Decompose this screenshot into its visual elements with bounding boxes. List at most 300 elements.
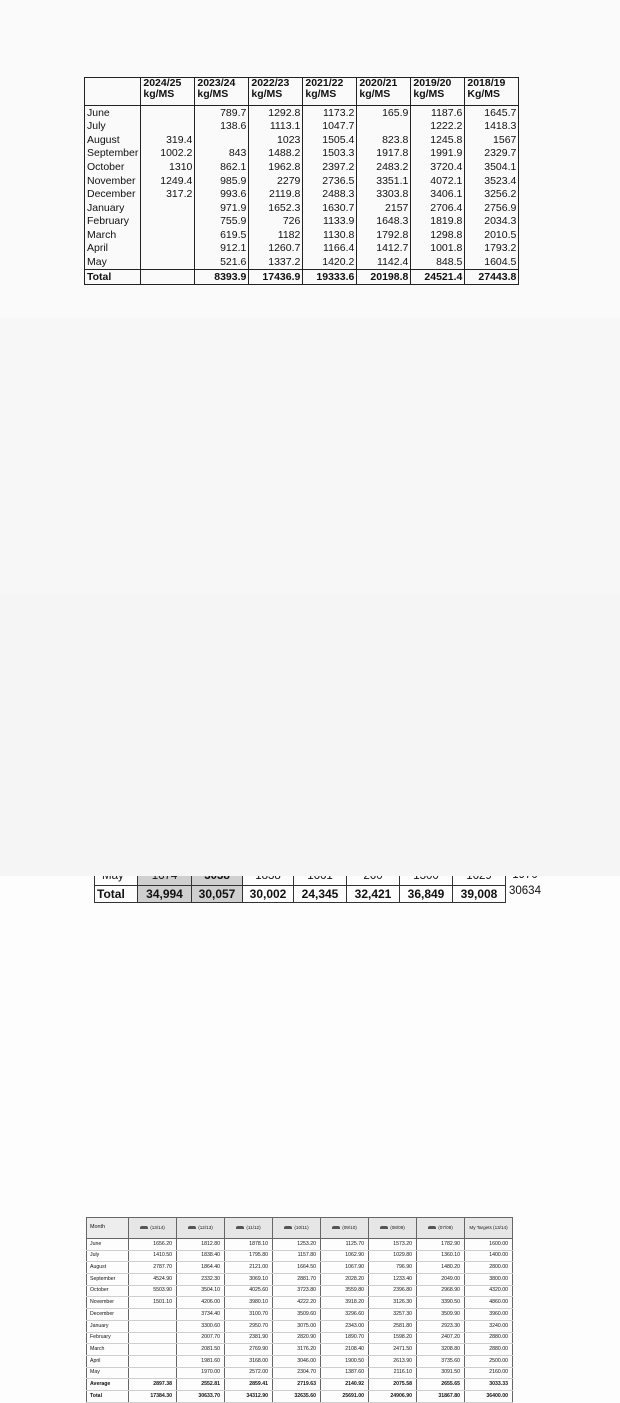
car-icon xyxy=(188,1226,196,1229)
value-cell: 1067.90 xyxy=(321,1262,369,1274)
header-text: (11/12) xyxy=(246,1224,261,1230)
value-cell: 3735.60 xyxy=(417,1355,465,1367)
value-cell xyxy=(129,1344,177,1356)
table-row xyxy=(85,147,519,161)
value-cell: 165.9 xyxy=(357,106,411,120)
table-row xyxy=(85,256,519,270)
value-cell: 2736.5 xyxy=(303,174,357,188)
average-value: 3033.33 xyxy=(465,1379,513,1391)
value-cell: 2007.70 xyxy=(177,1332,225,1344)
value-cell: 2304.70 xyxy=(273,1367,321,1379)
table-header-row xyxy=(85,78,519,106)
total-value: 34312.90 xyxy=(225,1390,273,1402)
table-row xyxy=(87,1239,513,1251)
value-cell: 1245.8 xyxy=(411,133,465,147)
total-value: 8393.9 xyxy=(195,270,249,285)
value-cell: 1133.9 xyxy=(303,215,357,229)
value-cell: 823.8 xyxy=(357,133,411,147)
value-cell: 2488.3 xyxy=(303,188,357,202)
value-cell: 2081.50 xyxy=(177,1344,225,1356)
value-cell: 985.9 xyxy=(195,174,249,188)
month-cell: August xyxy=(85,133,141,147)
value-cell: 2049.00 xyxy=(417,1274,465,1286)
value-cell: 3734.40 xyxy=(177,1309,225,1321)
value-cell: 1890.70 xyxy=(321,1332,369,1344)
month-cell: August xyxy=(87,1262,129,1274)
value-cell: 1812.80 xyxy=(177,1239,225,1251)
average-label: Average xyxy=(87,1379,129,1391)
value-cell: 2343.00 xyxy=(321,1320,369,1332)
value-cell: 1233.40 xyxy=(369,1274,417,1286)
value-cell: 2332.30 xyxy=(177,1274,225,1286)
value-cell: 1173.2 xyxy=(303,106,357,120)
header-text: (09/10) xyxy=(342,1224,357,1230)
value-cell: 848.5 xyxy=(411,256,465,270)
header-blank xyxy=(85,78,141,106)
value-cell: 3504.1 xyxy=(465,160,519,174)
column-header xyxy=(411,78,465,106)
value-cell: 2381.90 xyxy=(225,1332,273,1344)
value-cell: 1182 xyxy=(249,228,303,242)
column-header xyxy=(357,78,411,106)
value-cell: 726 xyxy=(249,215,303,229)
average-value: 2140.92 xyxy=(321,1379,369,1391)
column-header xyxy=(273,1218,321,1239)
value-cell: 2820.90 xyxy=(273,1332,321,1344)
total-value: 19333.6 xyxy=(303,270,357,285)
month-cell: December xyxy=(85,188,141,202)
header-line: kg/MS xyxy=(413,87,445,100)
value-cell xyxy=(357,120,411,134)
total-value: 24521.4 xyxy=(411,270,465,285)
car-icon xyxy=(140,1226,148,1229)
header-line: 2023/24 xyxy=(197,77,236,89)
value-cell: 1062.90 xyxy=(321,1250,369,1262)
column-header xyxy=(321,1218,369,1239)
total-value: 27443.8 xyxy=(465,270,519,285)
value-cell: 1573.20 xyxy=(369,1239,417,1251)
table-row xyxy=(87,1250,513,1262)
value-cell: 1793.2 xyxy=(465,242,519,256)
value-cell: 2800.00 xyxy=(465,1262,513,1274)
value-cell xyxy=(141,242,195,256)
value-cell: 3176.20 xyxy=(273,1344,321,1356)
value-cell: 1630.7 xyxy=(303,201,357,215)
value-cell: 755.9 xyxy=(195,215,249,229)
value-cell: 1387.60 xyxy=(321,1367,369,1379)
value-cell: 1142.4 xyxy=(357,256,411,270)
value-cell: 971.9 xyxy=(195,201,249,215)
table-row xyxy=(87,1355,513,1367)
month-cell: September xyxy=(87,1274,129,1286)
value-cell: 4072.1 xyxy=(411,174,465,188)
value-cell: 619.5 xyxy=(195,228,249,242)
value-cell: 1298.8 xyxy=(411,228,465,242)
table-row xyxy=(87,1332,513,1344)
value-cell: 2028.20 xyxy=(321,1274,369,1286)
value-cell: 1505.4 xyxy=(303,133,357,147)
value-cell: 1001.8 xyxy=(411,242,465,256)
sheet-top xyxy=(0,0,620,319)
value-cell: 789.7 xyxy=(195,106,249,120)
total-value: 32,421 xyxy=(347,885,400,902)
value-cell: 2880.00 xyxy=(465,1344,513,1356)
value-cell: 2160.00 xyxy=(465,1367,513,1379)
total-row xyxy=(85,270,519,285)
value-cell: 1360.10 xyxy=(417,1250,465,1262)
average-value: 2897.38 xyxy=(129,1379,177,1391)
value-cell: 1792.8 xyxy=(357,228,411,242)
value-cell: 2581.80 xyxy=(369,1320,417,1332)
value-cell: 1645.7 xyxy=(465,106,519,120)
column-header xyxy=(87,1218,129,1239)
total-row xyxy=(95,885,506,902)
production-table-recent xyxy=(84,77,519,285)
value-cell xyxy=(129,1332,177,1344)
value-cell: 1652.3 xyxy=(249,201,303,215)
value-cell: 1917.8 xyxy=(357,147,411,161)
table-row xyxy=(85,106,519,120)
column-header xyxy=(177,1218,225,1239)
month-cell: January xyxy=(85,201,141,215)
value-cell: 1310 xyxy=(141,160,195,174)
total-value: 32635.60 xyxy=(273,1390,321,1402)
value-cell xyxy=(195,133,249,147)
value-cell: 2769.90 xyxy=(225,1344,273,1356)
value-cell xyxy=(141,120,195,134)
value-cell: 2119.8 xyxy=(249,188,303,202)
value-cell xyxy=(141,228,195,242)
value-cell: 3351.1 xyxy=(357,174,411,188)
historical-production-table xyxy=(86,1217,513,1403)
total-value: 24,345 xyxy=(294,885,347,902)
table-row xyxy=(85,215,519,229)
value-cell: 521.6 xyxy=(195,256,249,270)
value-cell: 1567 xyxy=(465,133,519,147)
value-cell: 2500.00 xyxy=(465,1355,513,1367)
value-cell: 3069.10 xyxy=(225,1274,273,1286)
month-cell: April xyxy=(87,1355,129,1367)
value-cell: 3390.50 xyxy=(417,1297,465,1309)
value-cell: 1002.2 xyxy=(141,147,195,161)
value-cell: 3509.90 xyxy=(417,1309,465,1321)
table-row xyxy=(87,1274,513,1286)
sheet-middle xyxy=(0,318,620,901)
value-cell: 1795.80 xyxy=(225,1250,273,1262)
value-cell: 3256.2 xyxy=(465,188,519,202)
header-text: (07/08) xyxy=(438,1224,453,1230)
column-header xyxy=(129,1218,177,1239)
total-value: 36,849 xyxy=(400,885,453,902)
total-value: 31867.80 xyxy=(417,1390,465,1402)
column-header xyxy=(195,78,249,106)
value-cell: 1900.50 xyxy=(321,1355,369,1367)
value-cell: 862.1 xyxy=(195,160,249,174)
value-cell: 843 xyxy=(195,147,249,161)
header-line: 2024/25 xyxy=(143,77,182,89)
value-cell: 1838.40 xyxy=(177,1250,225,1262)
column-header xyxy=(369,1218,417,1239)
value-cell: 4222.20 xyxy=(273,1297,321,1309)
month-cell: July xyxy=(85,120,141,134)
value-cell: 1598.20 xyxy=(369,1332,417,1344)
total-value: 30,002 xyxy=(243,885,294,902)
value-cell: 3406.1 xyxy=(411,188,465,202)
value-cell: 3980.10 xyxy=(225,1297,273,1309)
value-cell: 1292.8 xyxy=(249,106,303,120)
value-cell: 3100.70 xyxy=(225,1309,273,1321)
value-cell: 2787.70 xyxy=(129,1262,177,1274)
total-value: 17436.9 xyxy=(249,270,303,285)
total-value: 34,994 xyxy=(138,885,192,902)
average-value: 2719.63 xyxy=(273,1379,321,1391)
value-cell: 2329.7 xyxy=(465,147,519,161)
month-cell: July xyxy=(87,1250,129,1262)
month-cell: December xyxy=(87,1309,129,1321)
table-header-row xyxy=(87,1218,513,1239)
header-line: kg/MS xyxy=(197,87,229,100)
table-row xyxy=(85,160,519,174)
value-cell: 317.2 xyxy=(141,188,195,202)
column-header xyxy=(225,1218,273,1239)
value-cell xyxy=(129,1367,177,1379)
value-cell: 2613.90 xyxy=(369,1355,417,1367)
value-cell: 1503.3 xyxy=(303,147,357,161)
value-cell: 1113.1 xyxy=(249,120,303,134)
value-cell: 2706.4 xyxy=(411,201,465,215)
value-cell xyxy=(129,1320,177,1332)
month-cell: November xyxy=(87,1297,129,1309)
value-cell: 3075.00 xyxy=(273,1320,321,1332)
car-icon xyxy=(380,1226,388,1229)
total-label: Total xyxy=(95,885,138,902)
value-cell: 3296.60 xyxy=(321,1309,369,1321)
value-cell: 3960.00 xyxy=(465,1309,513,1321)
value-cell: 2157 xyxy=(357,201,411,215)
value-cell: 1604.5 xyxy=(465,256,519,270)
value-cell: 2756.9 xyxy=(465,201,519,215)
header-text: (12/13) xyxy=(198,1224,213,1230)
column-header xyxy=(141,78,195,106)
value-cell: 1864.40 xyxy=(177,1262,225,1274)
table-row xyxy=(85,188,519,202)
header-line: 2019/20 xyxy=(413,77,452,89)
value-cell: 2572.00 xyxy=(225,1367,273,1379)
value-cell: 3723.80 xyxy=(273,1285,321,1297)
column-header xyxy=(465,78,519,106)
average-value: 2859.41 xyxy=(225,1379,273,1391)
month-cell: June xyxy=(85,106,141,120)
table-row xyxy=(87,1285,513,1297)
value-cell: 3240.00 xyxy=(465,1320,513,1332)
total-row xyxy=(87,1390,513,1402)
table-row xyxy=(85,120,519,134)
value-cell: 1648.3 xyxy=(357,215,411,229)
value-cell: 1981.60 xyxy=(177,1355,225,1367)
value-cell: 1029.80 xyxy=(369,1250,417,1262)
header-line: 2018/19 xyxy=(467,77,506,89)
average-value: 2552.81 xyxy=(177,1379,225,1391)
value-cell: 2108.40 xyxy=(321,1344,369,1356)
value-cell: 3918.20 xyxy=(321,1297,369,1309)
value-cell: 1782.90 xyxy=(417,1239,465,1251)
value-cell: 3523.4 xyxy=(465,174,519,188)
value-cell: 1047.7 xyxy=(303,120,357,134)
value-cell: 1400.00 xyxy=(465,1250,513,1262)
value-cell: 3504.10 xyxy=(177,1285,225,1297)
header-text: (08/09) xyxy=(390,1224,405,1230)
value-cell: 2471.50 xyxy=(369,1344,417,1356)
month-cell: June xyxy=(87,1239,129,1251)
header-line: 2020/21 xyxy=(359,77,398,89)
value-cell: 2968.90 xyxy=(417,1285,465,1297)
value-cell xyxy=(129,1309,177,1321)
total-value: 30,057 xyxy=(192,885,243,902)
car-icon xyxy=(284,1226,292,1229)
average-value: 2075.58 xyxy=(369,1379,417,1391)
value-cell: 2407.20 xyxy=(417,1332,465,1344)
value-cell: 3559.80 xyxy=(321,1285,369,1297)
value-cell: 4206.00 xyxy=(177,1297,225,1309)
car-icon xyxy=(236,1226,244,1229)
value-cell: 3046.00 xyxy=(273,1355,321,1367)
value-cell: 3509.60 xyxy=(273,1309,321,1321)
value-cell: 1878.10 xyxy=(225,1239,273,1251)
value-cell: 796.90 xyxy=(369,1262,417,1274)
value-cell: 2121.00 xyxy=(225,1262,273,1274)
total-value: 20198.8 xyxy=(357,270,411,285)
value-cell: 1991.9 xyxy=(411,147,465,161)
value-cell: 1420.2 xyxy=(303,256,357,270)
value-cell: 2034.3 xyxy=(465,215,519,229)
column-header xyxy=(249,78,303,106)
value-cell: 1157.80 xyxy=(273,1250,321,1262)
value-cell: 1970.00 xyxy=(177,1367,225,1379)
month-cell: November xyxy=(85,174,141,188)
value-cell: 1260.7 xyxy=(249,242,303,256)
value-cell: 1337.2 xyxy=(249,256,303,270)
total-value xyxy=(141,270,195,285)
value-cell: 1819.8 xyxy=(411,215,465,229)
value-cell: 3257.30 xyxy=(369,1309,417,1321)
total-value: 25691.00 xyxy=(321,1390,369,1402)
value-cell: 30634 xyxy=(509,884,541,897)
table-row xyxy=(85,228,519,242)
value-cell xyxy=(141,106,195,120)
value-cell: 1125.70 xyxy=(321,1239,369,1251)
value-cell: 3303.8 xyxy=(357,188,411,202)
value-cell: 4025.60 xyxy=(225,1285,273,1297)
value-cell: 1480.20 xyxy=(417,1262,465,1274)
value-cell: 1253.20 xyxy=(273,1239,321,1251)
header-line: kg/MS xyxy=(251,87,283,100)
total-value: 24906.90 xyxy=(369,1390,417,1402)
value-cell: 1023 xyxy=(249,133,303,147)
value-cell: 2881.70 xyxy=(273,1274,321,1286)
value-cell: 1962.8 xyxy=(249,160,303,174)
value-cell xyxy=(129,1355,177,1367)
month-cell: September xyxy=(85,147,141,161)
value-cell xyxy=(141,201,195,215)
month-cell: May xyxy=(85,256,141,270)
header-line: kg/MS xyxy=(305,87,337,100)
month-cell: April xyxy=(85,242,141,256)
total-value: 36400.00 xyxy=(465,1390,513,1402)
value-cell: 2880.00 xyxy=(465,1332,513,1344)
column-header xyxy=(303,78,357,106)
value-cell: 1249.4 xyxy=(141,174,195,188)
total-value: 39,008 xyxy=(453,885,506,902)
value-cell: 1664.50 xyxy=(273,1262,321,1274)
month-cell: March xyxy=(85,228,141,242)
value-cell: 912.1 xyxy=(195,242,249,256)
table-row xyxy=(87,1297,513,1309)
value-cell: 1418.3 xyxy=(465,120,519,134)
total-label: Total xyxy=(87,1390,129,1402)
value-cell: 1501.10 xyxy=(129,1297,177,1309)
header-text: My Targets (13/14) xyxy=(469,1224,508,1230)
value-cell: 319.4 xyxy=(141,133,195,147)
header-text: (10/11) xyxy=(294,1224,309,1230)
table-row xyxy=(87,1344,513,1356)
value-cell: 4320.00 xyxy=(465,1285,513,1297)
value-cell: 2116.10 xyxy=(369,1367,417,1379)
value-cell xyxy=(141,215,195,229)
total-label: Total xyxy=(85,270,141,285)
value-cell: 2396.80 xyxy=(369,1285,417,1297)
table-row xyxy=(85,201,519,215)
total-value: 17384.30 xyxy=(129,1390,177,1402)
value-cell: 138.6 xyxy=(195,120,249,134)
month-cell: March xyxy=(87,1344,129,1356)
header-text: Month xyxy=(90,1224,105,1231)
header-text: (13/14) xyxy=(150,1224,165,1230)
value-cell: 2397.2 xyxy=(303,160,357,174)
month-cell: February xyxy=(87,1332,129,1344)
value-cell: 2483.2 xyxy=(357,160,411,174)
value-cell xyxy=(141,256,195,270)
table-row xyxy=(87,1309,513,1321)
value-cell: 3126.30 xyxy=(369,1297,417,1309)
value-cell: 2923.30 xyxy=(417,1320,465,1332)
month-cell: February xyxy=(85,215,141,229)
table-row xyxy=(87,1367,513,1379)
header-line: kg/MS xyxy=(143,87,175,100)
table-row xyxy=(85,242,519,256)
month-cell: January xyxy=(87,1320,129,1332)
month-cell: October xyxy=(87,1285,129,1297)
value-cell: 1166.4 xyxy=(303,242,357,256)
value-cell: 993.6 xyxy=(195,188,249,202)
table-row xyxy=(87,1262,513,1274)
value-cell: 1600.00 xyxy=(465,1239,513,1251)
value-cell: 2950.70 xyxy=(225,1320,273,1332)
value-cell: 1412.7 xyxy=(357,242,411,256)
average-value: 2655.65 xyxy=(417,1379,465,1391)
column-header xyxy=(465,1218,513,1239)
average-row xyxy=(87,1379,513,1391)
month-cell: October xyxy=(85,160,141,174)
value-cell: 2010.5 xyxy=(465,228,519,242)
value-cell: 3091.50 xyxy=(417,1367,465,1379)
header-line: Kg/MS xyxy=(467,87,501,100)
car-icon xyxy=(428,1226,436,1229)
table-row xyxy=(85,133,519,147)
header-line: kg/MS xyxy=(359,87,391,100)
value-cell: 3720.4 xyxy=(411,160,465,174)
column-header xyxy=(417,1218,465,1239)
car-icon xyxy=(332,1226,340,1229)
